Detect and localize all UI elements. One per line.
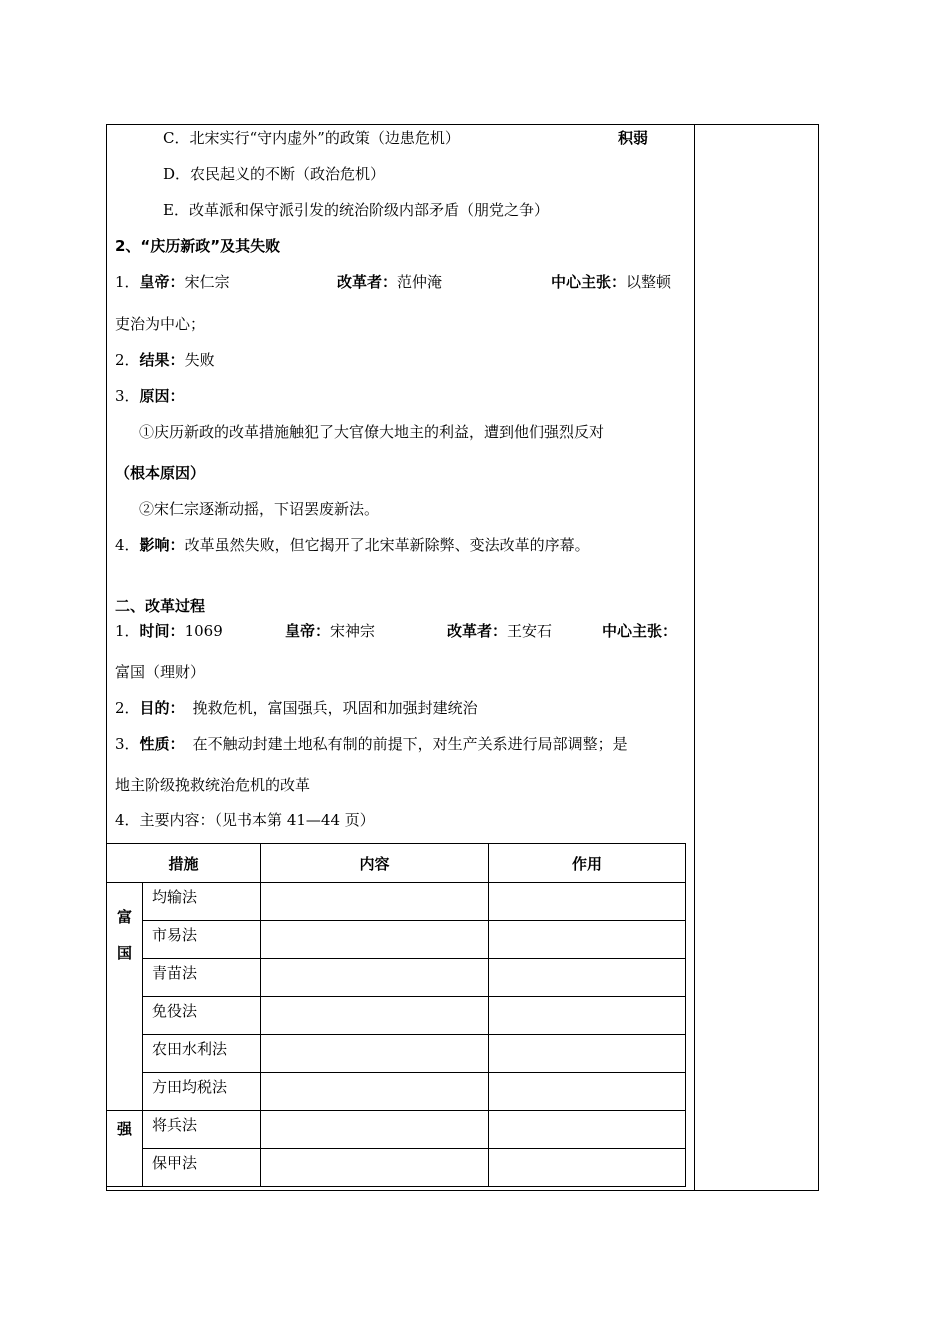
main-idea-label: 中心主张： <box>551 273 627 291</box>
measures-table <box>106 843 686 1187</box>
measure-name: 青苗法 <box>143 959 261 997</box>
measure-name: 农田水利法 <box>143 1035 261 1073</box>
table-header-row <box>107 844 686 883</box>
emperor-label: 皇帝： <box>285 622 331 640</box>
table-row <box>107 1149 686 1187</box>
cause-e: E．改革派和保守派引发的统治阶级内部矛盾（朋党之争） <box>163 201 549 219</box>
content-cell <box>261 1111 489 1149</box>
table-row <box>107 959 686 997</box>
qingli-item-1-cont: 吏治为中心； <box>115 315 206 333</box>
table-row <box>107 921 686 959</box>
effect-cell <box>489 1073 686 1111</box>
table-row <box>107 1073 686 1111</box>
effect-cell <box>489 921 686 959</box>
header-effect: 作用 <box>489 844 686 883</box>
effect-cell <box>489 959 686 997</box>
qingli-item-4: 4．影响：改革虽然失败，但它揭开了北宋革新除弊、变法改革的序幕。 <box>115 536 590 554</box>
notes-column-divider <box>694 124 695 1191</box>
process-item-4: 4．主要内容：（见书本第 41—44 页） <box>115 811 375 829</box>
header-measures: 措施 <box>107 844 261 883</box>
reason-1-note: （根本原因） <box>115 464 206 482</box>
group-qiang: 强 <box>107 1111 143 1187</box>
table-row <box>107 997 686 1035</box>
content-cell <box>261 1149 489 1187</box>
qingli-item-1 <box>115 272 685 292</box>
table-row <box>107 1035 686 1073</box>
qingli-item-2: 2．结果：失败 <box>115 351 215 369</box>
table-row <box>107 883 686 921</box>
cause-c-note: 积弱 <box>618 129 649 147</box>
process-item-1-cont: 富国（理财） <box>115 663 206 681</box>
reformer-value: 范仲淹 <box>397 273 443 291</box>
reformer-value: 王安石 <box>507 622 553 640</box>
content-cell <box>261 1073 489 1111</box>
effect-cell <box>489 1035 686 1073</box>
content-cell <box>261 997 489 1035</box>
qingli-item-3: 3．原因： <box>115 387 185 405</box>
effect-cell <box>489 883 686 921</box>
main-idea-label: 中心主张： <box>602 622 678 640</box>
cause-c: C．北宋实行“守内虚外”的政策（边患危机） <box>163 129 460 147</box>
group-fuguo: 富 国 <box>107 883 143 1111</box>
emperor-value: 宋神宗 <box>330 622 376 640</box>
effect-cell <box>489 997 686 1035</box>
measure-name: 免役法 <box>143 997 261 1035</box>
measure-name: 均输法 <box>143 883 261 921</box>
measure-name: 方田均税法 <box>143 1073 261 1111</box>
effect-cell <box>489 1149 686 1187</box>
content-cell <box>261 921 489 959</box>
process-item-2: 2．目的： 挽救危机，富国强兵，巩固和加强封建统治 <box>115 699 478 717</box>
table-row <box>107 1111 686 1149</box>
process-item-3: 3．性质： 在不触动封建土地私有制的前提下，对生产关系进行局部调整；是 <box>115 735 628 753</box>
reformer-label: 改革者： <box>447 622 508 640</box>
content-cell <box>261 1035 489 1073</box>
content-cell <box>261 883 489 921</box>
reformer-label: 改革者： <box>337 273 398 291</box>
time-label: 时间： <box>139 622 185 640</box>
process-item-3-cont: 地主阶级挽救统治危机的改革 <box>115 776 311 794</box>
header-content: 内容 <box>261 844 489 883</box>
section-qingli: 2、“庆历新政”及其失败 <box>115 237 281 255</box>
section-reform-process: 二、改革过程 <box>115 597 206 615</box>
process-item-1: 1．时间：1069 皇帝：宋神宗 改革者：王安石 中心主张： <box>115 622 678 640</box>
cause-d: D．农民起义的不断（政治危机） <box>163 165 386 183</box>
time-value: 1069 <box>184 622 223 640</box>
content-cell <box>261 959 489 997</box>
reason-2: ②宋仁宗逐渐动摇，下诏罢废新法。 <box>139 500 380 518</box>
reason-1: ①庆历新政的改革措施触犯了大官僚大地主的利益，遭到他们强烈反对 <box>139 423 605 441</box>
item-number: 1． <box>115 273 140 291</box>
measure-name: 将兵法 <box>143 1111 261 1149</box>
emperor-label: 皇帝： <box>139 273 185 291</box>
measure-name: 保甲法 <box>143 1149 261 1187</box>
effect-cell <box>489 1111 686 1149</box>
emperor-value: 宋仁宗 <box>184 273 230 291</box>
measure-name: 市易法 <box>143 921 261 959</box>
main-idea-value: 以整顿 <box>626 273 672 291</box>
